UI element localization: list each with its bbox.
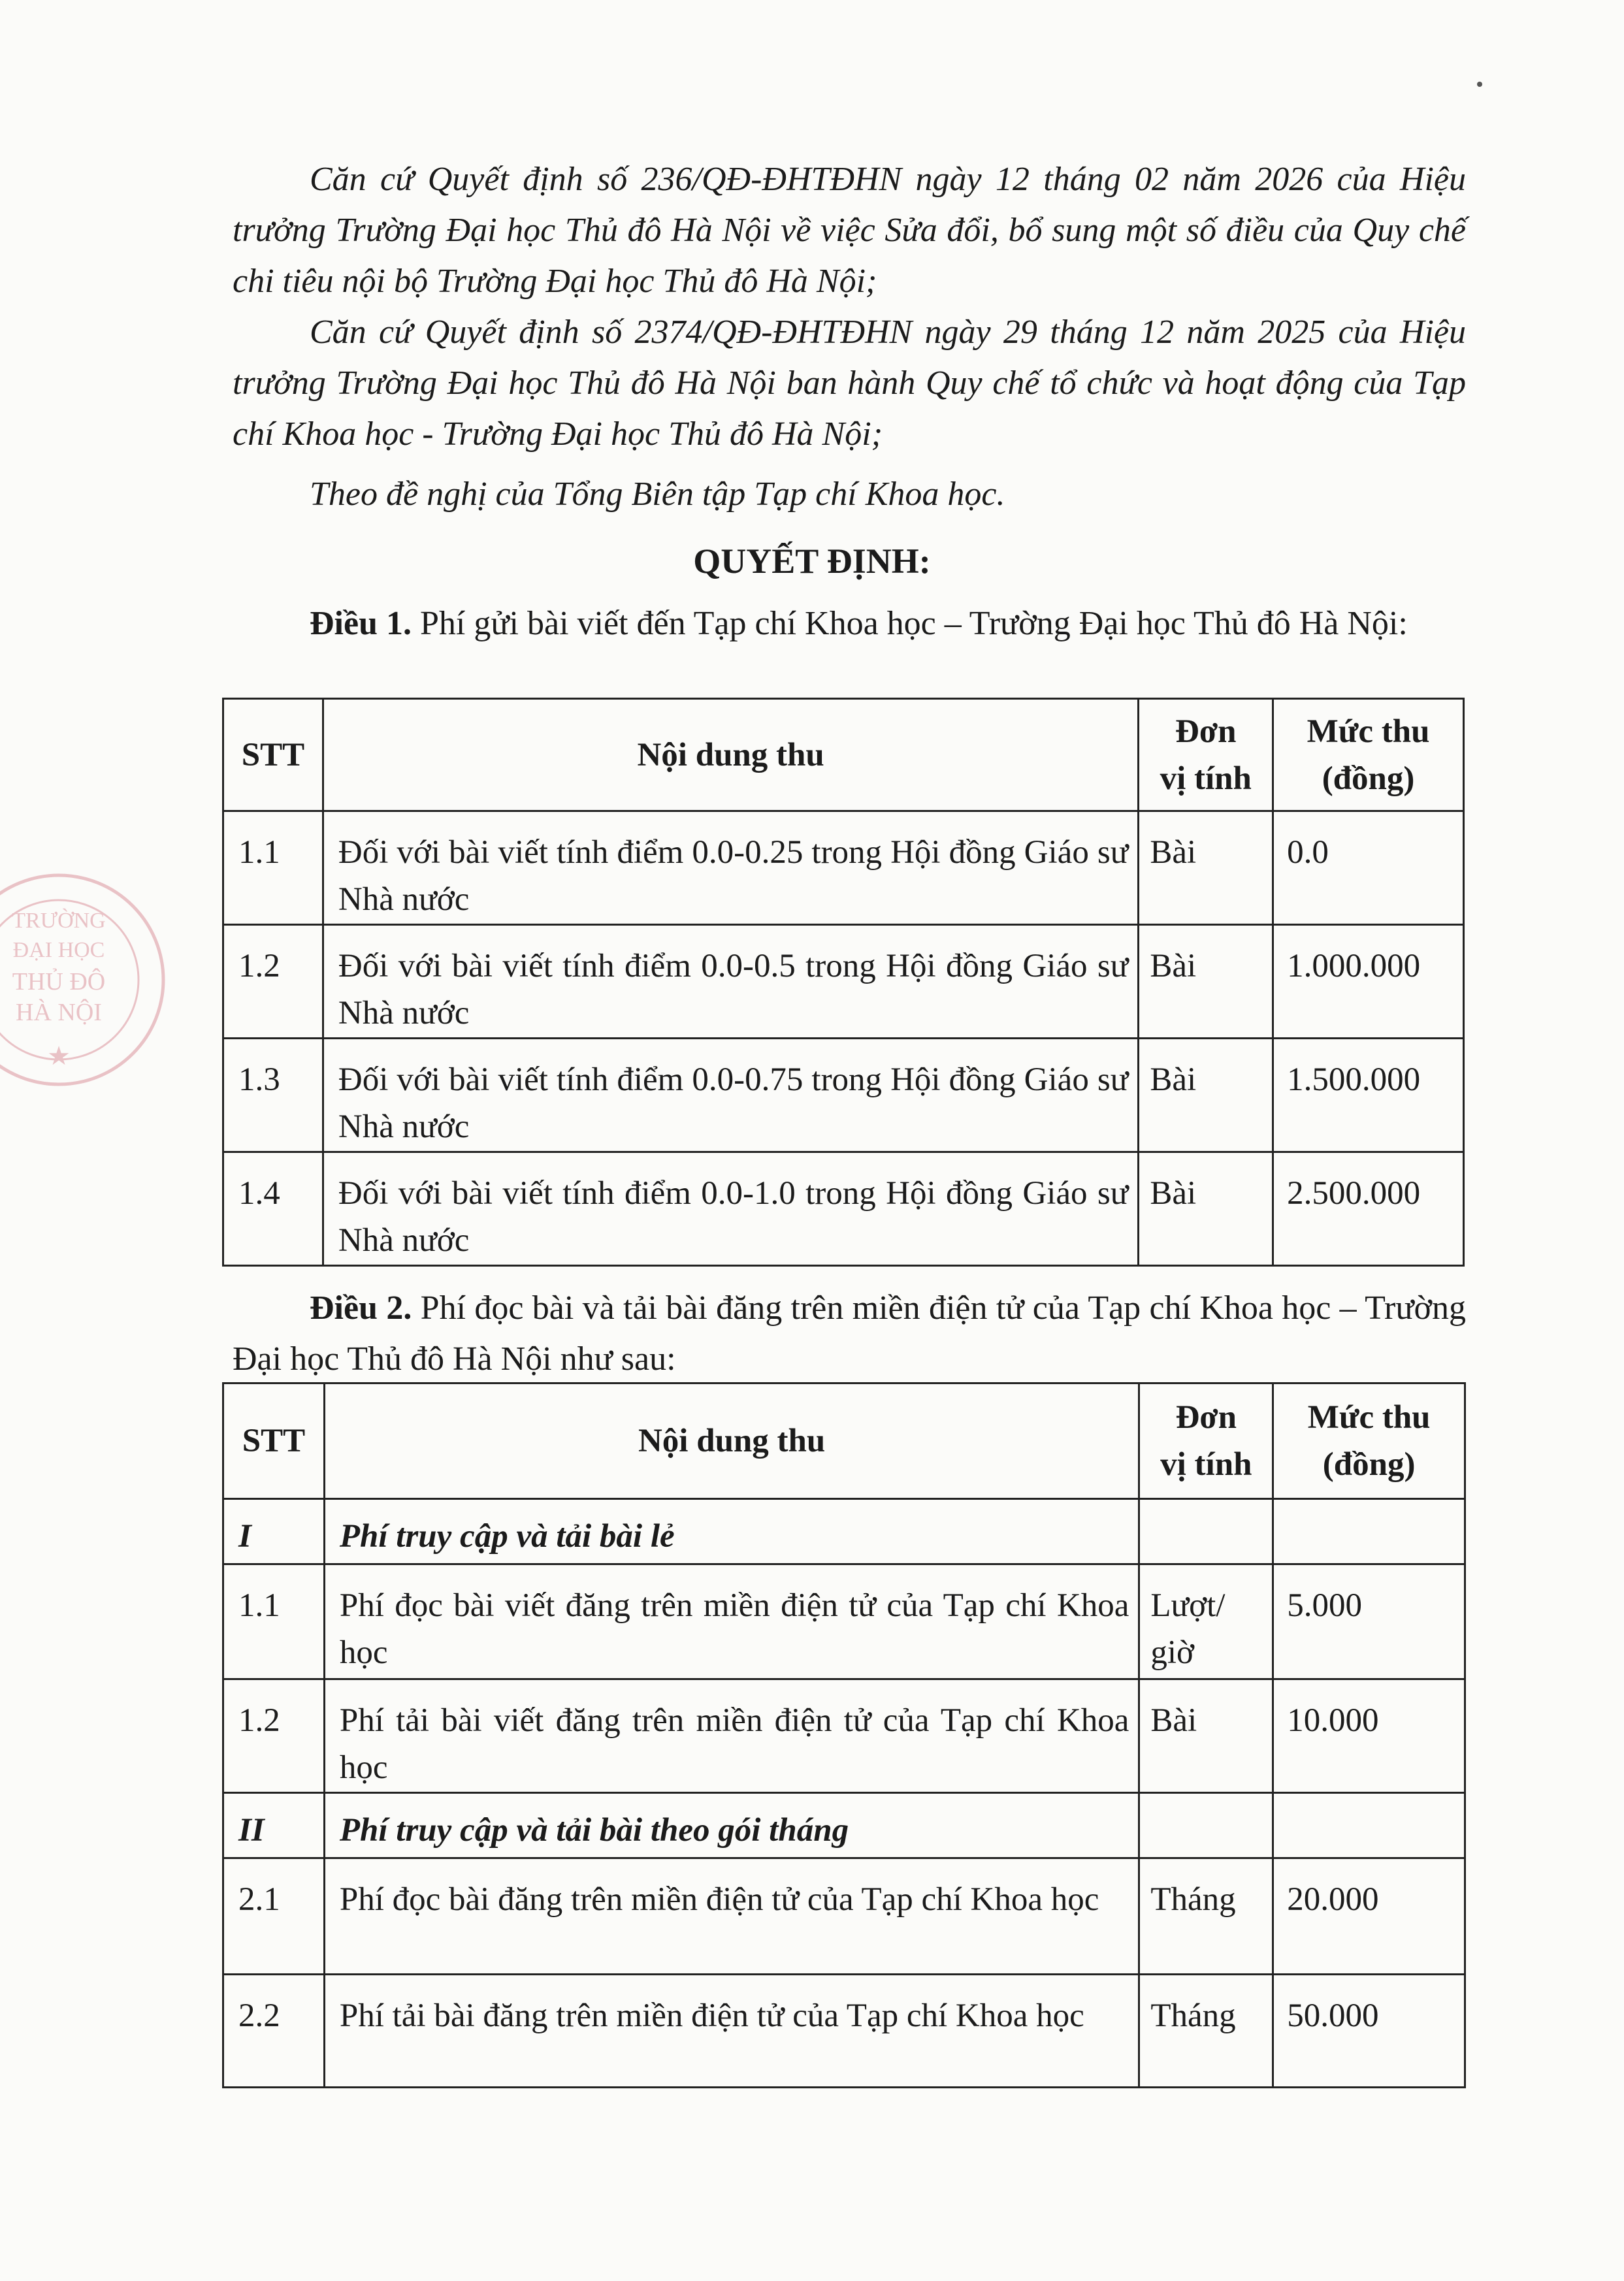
header-fee-line1: Mức thu [1307, 713, 1430, 750]
section-stt: I [223, 1499, 325, 1564]
table-header-row [223, 1383, 1465, 1499]
submission-fee-table [222, 698, 1465, 1267]
seal-text-line3: THỦ ĐÔ [12, 968, 106, 995]
article-1-text: Phí gửi bài viết đến Tạp chí Khoa học – Trường Đại học Thủ đô Hà Nội: [412, 605, 1408, 642]
table-row [223, 925, 1464, 1039]
preamble-text-3: Theo đề nghị của Tổng Biên tập Tạp chí Khoa học. [310, 476, 1005, 513]
row-fee: 20.000 [1273, 1858, 1465, 1975]
header-fee-line2: (đồng) [1322, 760, 1415, 797]
row-stt: 1.1 [223, 1564, 325, 1679]
scan-speck [1477, 82, 1482, 87]
row-content: Đối với bài viết tính điểm 0.0-1.0 trong Hội đồng Giáo sư Nhà nước [323, 1152, 1138, 1266]
seal-text-line4: HÀ NỘI [16, 999, 102, 1026]
row-fee: 1.000.000 [1273, 925, 1464, 1039]
section-title: Phí truy cập và tải bài theo gói tháng [324, 1793, 1139, 1858]
seal-text-line1: TRƯỜNG [12, 909, 106, 933]
section-unit-empty [1139, 1793, 1273, 1858]
row-content: Đối với bài viết tính điểm 0.0-0.25 trong Hội đồng Giáo sư Nhà nước [323, 811, 1138, 925]
article-1-label: Điều 1. [310, 605, 412, 642]
table-row [223, 811, 1464, 925]
article-2-text: Phí đọc bài và tải bài đăng trên miền điện tử của Tạp chí Khoa học – Trường Đại học Thủ đô Hà Nội như sau: [233, 1289, 1466, 1378]
official-seal [0, 849, 183, 1110]
row-content: Đối với bài viết tính điểm 0.0-0.5 trong Hội đồng Giáo sư Nhà nước [323, 925, 1138, 1039]
row-unit: Bài [1139, 1152, 1273, 1266]
row-stt: 2.2 [223, 1975, 325, 2088]
seal-group [0, 875, 163, 1084]
row-unit: Lượt/ giờ [1139, 1564, 1273, 1679]
row-stt: 2.1 [223, 1858, 325, 1975]
seal-star: ★ [47, 1041, 71, 1071]
section-fee-empty [1273, 1499, 1465, 1564]
header-fee-line1: Mức thu [1307, 1399, 1431, 1436]
row-fee: 50.000 [1273, 1975, 1465, 2088]
row-unit: Bài [1139, 1679, 1273, 1793]
table-row [223, 1039, 1464, 1152]
access-fee-table [222, 1382, 1466, 2088]
row-unit: Tháng [1139, 1858, 1273, 1975]
row-content: Phí đọc bài đăng trên miền điện tử của Tạp chí Khoa học [324, 1858, 1139, 1975]
decision-heading: QUYẾT ĐỊNH: [693, 542, 931, 581]
row-fee: 10.000 [1273, 1679, 1465, 1793]
row-fee: 0.0 [1273, 811, 1464, 925]
row-fee: 2.500.000 [1273, 1152, 1464, 1266]
header-fee-line2: (đồng) [1322, 1446, 1416, 1483]
header-stt: STT [223, 1383, 325, 1499]
article-2-label: Điều 2. [310, 1289, 412, 1327]
article-2-paragraph [233, 1283, 1466, 1385]
header-unit [1139, 1383, 1273, 1499]
header-unit-line1: Đơn [1175, 1399, 1237, 1436]
row-content: Phí tải bài đăng trên miền điện tử của Tạp chí Khoa học [324, 1975, 1139, 2088]
preamble-paragraph-2 [233, 307, 1466, 460]
header-unit-line2: vị tính [1160, 760, 1252, 797]
section-row [223, 1499, 1465, 1564]
table-header-row [223, 699, 1464, 811]
seal-text-line2: ĐẠI HỌC [12, 938, 105, 962]
table-row [223, 1858, 1465, 1975]
row-stt: 1.1 [223, 811, 323, 925]
row-fee: 1.500.000 [1273, 1039, 1464, 1152]
header-stt: STT [223, 699, 323, 811]
header-fee [1273, 699, 1464, 811]
row-stt: 1.2 [223, 1679, 325, 1793]
row-stt: 1.2 [223, 925, 323, 1039]
section-stt: II [223, 1793, 325, 1858]
row-stt: 1.3 [223, 1039, 323, 1152]
header-unit [1139, 699, 1273, 811]
row-unit: Tháng [1139, 1975, 1273, 2088]
row-content: Đối với bài viết tính điểm 0.0-0.75 trong Hội đồng Giáo sư Nhà nước [323, 1039, 1138, 1152]
header-unit-line2: vị tính [1160, 1446, 1252, 1483]
header-unit-line1: Đơn [1175, 713, 1237, 750]
section-row [223, 1793, 1465, 1858]
header-content: Nội dung thu [324, 1383, 1139, 1499]
table-row [223, 1564, 1465, 1679]
row-content: Phí đọc bài viết đăng trên miền điện tử của Tạp chí Khoa học [324, 1564, 1139, 1679]
row-content: Phí tải bài viết đăng trên miền điện tử của Tạp chí Khoa học [324, 1679, 1139, 1793]
table-row [223, 1152, 1464, 1266]
preamble-paragraph-1 [233, 154, 1466, 307]
row-stt: 1.4 [223, 1152, 323, 1266]
row-unit: Bài [1139, 811, 1273, 925]
header-fee [1273, 1383, 1465, 1499]
preamble-paragraph-3 [233, 469, 1466, 520]
table-row [223, 1975, 1465, 2088]
section-unit-empty [1139, 1499, 1273, 1564]
table-row [223, 1679, 1465, 1793]
section-title: Phí truy cập và tải bài lẻ [324, 1499, 1139, 1564]
article-1-paragraph [233, 598, 1466, 649]
row-fee: 5.000 [1273, 1564, 1465, 1679]
preamble-text-1: Căn cứ Quyết định số 236/QĐ-ĐHTĐHN ngày 12 tháng 02 năm 2026 của Hiệu trưởng Trường Đại học Thủ đô Hà Nội về việc Sửa đổi, bổ sung một số điều của Quy chế chi tiêu nội bộ Trường Đại học Thủ đô Hà Nội; [233, 161, 1466, 300]
row-unit: Bài [1139, 925, 1273, 1039]
header-content: Nội dung thu [323, 699, 1138, 811]
section-fee-empty [1273, 1793, 1465, 1858]
preamble-text-2: Căn cứ Quyết định số 2374/QĐ-ĐHTĐHN ngày 29 tháng 12 năm 2025 của Hiệu trưởng Trường Đại học Thủ đô Hà Nội ban hành Quy chế tổ chức và hoạt động của Tạp chí Khoa học - Trường Đại học Thủ đô Hà Nội; [233, 314, 1466, 453]
row-unit: Bài [1139, 1039, 1273, 1152]
